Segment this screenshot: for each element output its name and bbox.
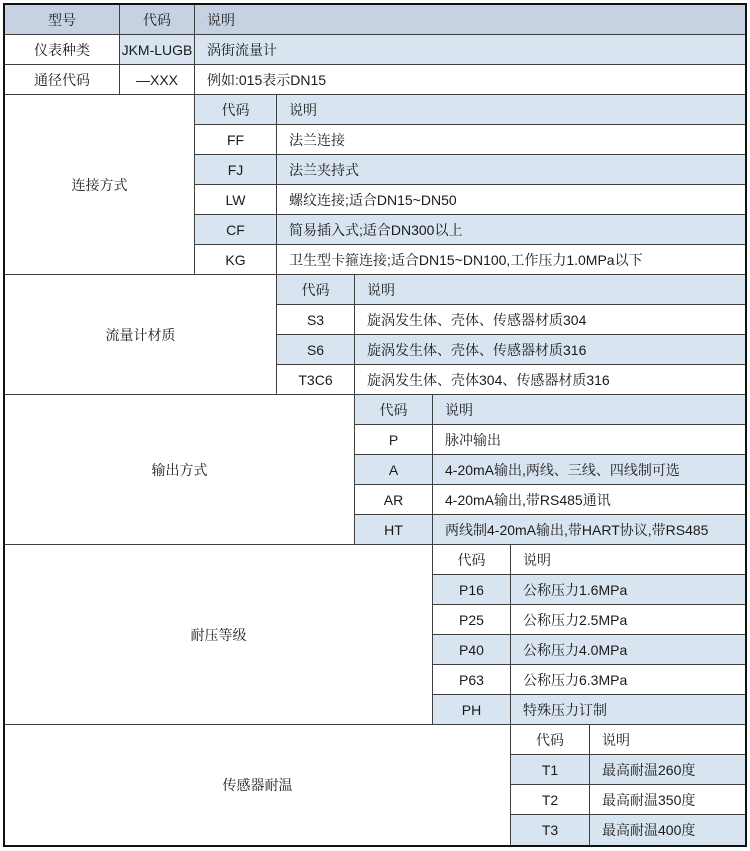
temperature-code-T1: T1 [511,755,590,785]
pressure-code-P63: P63 [433,665,511,695]
pressure-desc-P16: 公称压力1.6MPa [511,575,745,605]
output-subheader-desc: 说明 [433,395,745,425]
pressure-subheader-code: 代码 [433,545,511,575]
connection-desc-KG: 卫生型卡箍连接;适合DN15~DN100,工作压力1.0MPa以下 [277,245,745,275]
output-desc-HT: 两线制4-20mA输出,带HART协议,带RS485 [433,515,745,545]
pressure-desc-PH: 特殊压力订制 [511,695,745,725]
connection-subheader-desc: 说明 [277,95,745,125]
pressure-desc-P40: 公称压力4.0MPa [511,635,745,665]
instrument-type-code: JKM-LUGB [120,35,195,65]
connection-code-LW: LW [195,185,277,215]
material-desc-S3: 旋涡发生体、壳体、传感器材质304 [355,305,745,335]
diameter-code-code: —XXX [120,65,195,95]
pressure-code-P25: P25 [433,605,511,635]
connection-desc-FF: 法兰连接 [277,125,745,155]
section-flowmeter-material-label: 流量计材质 [5,275,277,395]
connection-desc-FJ: 法兰夹持式 [277,155,745,185]
section-output-mode-label: 输出方式 [5,395,355,545]
instrument-type-label: 仪表种类 [5,35,120,65]
connection-subheader-code: 代码 [195,95,277,125]
temperature-desc-T1: 最高耐温260度 [590,755,745,785]
material-code-S6: S6 [277,335,355,365]
output-code-A: A [355,455,433,485]
output-code-HT: HT [355,515,433,545]
temperature-desc-T3: 最高耐温400度 [590,815,745,845]
material-subheader-desc: 说明 [355,275,745,305]
material-code-S3: S3 [277,305,355,335]
material-code-T3C6: T3C6 [277,365,355,395]
output-desc-P: 脉冲输出 [433,425,745,455]
section-pressure-rating-label: 耐压等级 [5,545,433,725]
material-subheader-code: 代码 [277,275,355,305]
temperature-subheader-desc: 说明 [590,725,745,755]
connection-code-FJ: FJ [195,155,277,185]
output-desc-A: 4-20mA输出,两线、三线、四线制可选 [433,455,745,485]
output-code-P: P [355,425,433,455]
pressure-code-P16: P16 [433,575,511,605]
material-desc-T3C6: 旋涡发生体、壳体304、传感器材质316 [355,365,745,395]
col-header-desc: 说明 [195,5,745,35]
model-selection-table [3,3,747,847]
section-sensor-temperature-label: 传感器耐温 [5,725,511,845]
diameter-code-label: 通径代码 [5,65,120,95]
temperature-subheader-code: 代码 [511,725,590,755]
col-header-model: 型号 [5,5,120,35]
col-header-code: 代码 [120,5,195,35]
connection-code-CF: CF [195,215,277,245]
output-subheader-code: 代码 [355,395,433,425]
pressure-subheader-desc: 说明 [511,545,745,575]
connection-desc-CF: 简易插入式;适合DN300以上 [277,215,745,245]
output-desc-AR: 4-20mA输出,带RS485通讯 [433,485,745,515]
instrument-type-desc: 涡街流量计 [195,35,745,65]
connection-desc-LW: 螺纹连接;适合DN15~DN50 [277,185,745,215]
connection-code-KG: KG [195,245,277,275]
section-connection-type-label: 连接方式 [5,95,195,275]
temperature-code-T3: T3 [511,815,590,845]
pressure-desc-P25: 公称压力2.5MPa [511,605,745,635]
pressure-code-P40: P40 [433,635,511,665]
diameter-code-desc: 例如:015表示DN15 [195,65,745,95]
material-desc-S6: 旋涡发生体、壳体、传感器材质316 [355,335,745,365]
pressure-desc-P63: 公称压力6.3MPa [511,665,745,695]
connection-code-FF: FF [195,125,277,155]
temperature-code-T2: T2 [511,785,590,815]
temperature-desc-T2: 最高耐温350度 [590,785,745,815]
pressure-code-PH: PH [433,695,511,725]
output-code-AR: AR [355,485,433,515]
